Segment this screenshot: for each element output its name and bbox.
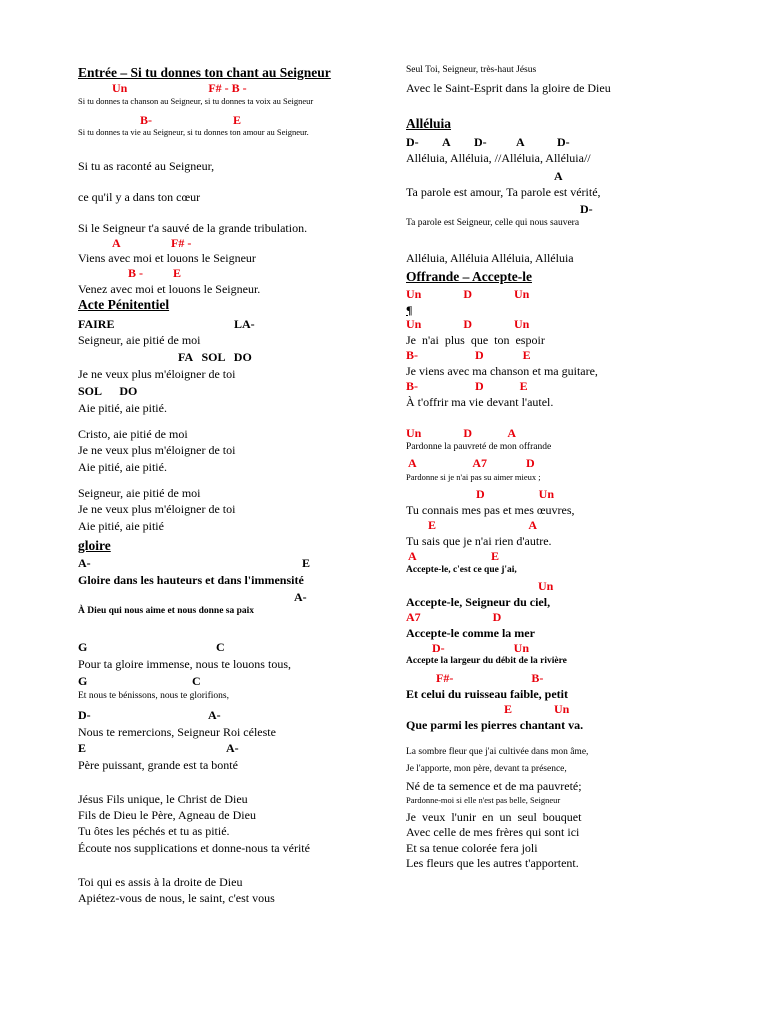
lyric-line: ce qu'il y a dans ton cœur — [78, 190, 201, 204]
lyric-line: Écoute nos supplications et donne-nous ta vérité — [78, 841, 310, 855]
chord-line: E A — [428, 518, 538, 532]
chord-label: A- — [294, 590, 307, 604]
lyric-line: Les fleurs que les autres t'apportent. — [406, 856, 579, 870]
chord-line: SOL DO — [78, 384, 138, 398]
lyric-line: Ta parole est amour, Ta parole est vérité, — [406, 185, 601, 199]
chord-line: FA SOL DO — [178, 350, 252, 364]
lyric-line: Seigneur, aie pitié de moi — [78, 333, 201, 347]
chord-line: D Un — [476, 487, 555, 501]
chord-label: C — [192, 674, 201, 688]
chord-line: B- D E — [406, 379, 528, 393]
lyric-line: Fils de Dieu le Père, Agneau de Dieu — [78, 808, 256, 822]
lyric-line: Alléluia, Alléluia Alléluia, Alléluia — [406, 251, 574, 265]
chord-line: Un D A — [406, 426, 517, 440]
chord-label: A- — [208, 708, 221, 722]
chord-label: G — [78, 640, 88, 654]
chord-line: A F# - — [112, 236, 192, 250]
lyric-line: Pardonne la pauvreté de mon offrande — [406, 442, 552, 452]
chord-label: FAIRE — [78, 317, 115, 331]
lyric-line: Alléluia, Alléluia, //Alléluia, Alléluia// — [406, 151, 591, 165]
chord-label: D- — [78, 708, 91, 722]
chord-line: B- D E — [406, 348, 531, 362]
lyric-line: Pour ta gloire immense, nous te louons tous, — [78, 657, 291, 671]
lyric-line: Je ne veux plus m'éloigner de toi — [78, 367, 236, 381]
chord-label: G — [78, 674, 88, 688]
chord-line: Un D Un — [406, 287, 530, 301]
lyric-line: Tu ôtes les péchés et tu as pitié. — [78, 824, 230, 838]
lyric-line: Seul Toi, Seigneur, très-haut Jésus — [406, 65, 537, 75]
lyric-line: À Dieu qui nous aime et nous donne sa paix — [78, 606, 255, 616]
lyric-line: Né de ta semence et de ma pauvreté; — [406, 779, 582, 793]
lyric-line: Cristo, aie pitié de moi — [78, 427, 188, 441]
chord-line: B - E — [128, 266, 182, 280]
chord-line: A A7 D — [408, 456, 535, 470]
lyric-line: Toi qui es assis à la droite de Dieu — [78, 875, 243, 889]
lyric-line: La sombre fleur que j'ai cultivée dans mon âme, — [406, 747, 589, 757]
chord-line: D- A D- A D- — [406, 135, 570, 149]
lyric-line: Je ne veux plus m'éloigner de toi — [78, 443, 236, 457]
entree-title: Entrée – Si tu donnes ton chant au Seigneur — [78, 65, 331, 80]
chord-line: Un D Un — [406, 317, 530, 331]
gloire-title: gloire — [78, 538, 111, 553]
chord-line: E Un — [504, 702, 570, 716]
lyric-line: Tu connais mes pas et mes œuvres, — [406, 503, 575, 517]
lyric-line: Avec celle de mes frères qui sont ici — [406, 825, 580, 839]
lyric-line: Accepte la largeur du débit de la rivière — [406, 656, 567, 666]
chord-label: D- — [580, 202, 593, 216]
chord-line: A E — [408, 549, 500, 563]
chord-label: A- — [226, 741, 239, 755]
lyric-line: Je viens avec ma chanson et ma guitare, — [406, 364, 598, 378]
lyric-line: Venez avec moi et louons le Seigneur. — [78, 282, 261, 296]
lyric-line: Si tu donnes ta vie au Seigneur, si tu donnes ton amour au Seigneur. — [78, 127, 309, 137]
lyric-line: Si tu as raconté au Seigneur, — [78, 159, 215, 173]
chord-label: LA- — [234, 317, 255, 331]
lyric-line: Pardonne si je n'ai pas su aimer mieux ; — [406, 472, 541, 482]
lyric-line: Accepte-le comme la mer — [406, 626, 535, 640]
chord-label: E — [302, 556, 311, 570]
lyric-line: Pardonne-moi si elle n'est pas belle, Seigneur — [406, 795, 561, 805]
chord-line: D- Un — [432, 641, 530, 655]
lyric-line: Ta parole est Seigneur, celle qui nous sauvera — [406, 218, 580, 228]
lyric-line: Que parmi les pierres chantant va. — [406, 718, 584, 732]
lyric-line: Jésus Fils unique, le Christ de Dieu — [78, 792, 248, 806]
chord-label: A — [554, 169, 563, 183]
lyric-line: Gloire dans les hauteurs et dans l'immensité — [78, 573, 304, 587]
lyric-line: Seigneur, aie pitié de moi — [78, 486, 201, 500]
lyric-line: Je ne veux plus m'éloigner de toi — [78, 502, 236, 516]
lyric-line: Je l'apporte, mon père, devant ta présence, — [406, 764, 567, 774]
lyric-line: Accepte-le, c'est ce que j'ai, — [406, 565, 517, 575]
lyric-line: Avec le Saint-Esprit dans la gloire de Dieu — [406, 81, 611, 95]
chord-label: E — [78, 741, 87, 755]
lyric-line: Et sa tenue colorée fera joli — [406, 841, 538, 855]
lyric-line: Accepte-le, Seigneur du ciel, — [406, 595, 551, 609]
chord-label: A- — [78, 556, 91, 570]
chord-label: C — [216, 640, 225, 654]
lyric-line: Aie pitié, aie pitié. — [78, 460, 167, 474]
lyric-line: Tu sais que je n'ai rien d'autre. — [406, 534, 552, 548]
chord-line: Un F# - B - — [112, 81, 247, 95]
lyric-line: Si le Seigneur t'a sauvé de la grande tribulation. — [78, 221, 308, 235]
lyric-line: Et nous te bénissons, nous te glorifions, — [78, 691, 229, 701]
lyric-line: Je veux l'unir en un seul bouquet — [406, 810, 582, 824]
offrande-title: Offrande – Accepte-le — [406, 269, 532, 284]
chord-line: B- E — [140, 113, 242, 127]
lyric-line: Aie pitié, aie pitié — [78, 519, 164, 533]
lyric-line: Si tu donnes ta chanson au Seigneur, si tu donnes ta voix au Seigneur — [78, 96, 314, 106]
lyric-line: Père puissant, grande est ta bonté — [78, 758, 238, 772]
acte-penitentiel-title: Acte Pénitentiel — [78, 297, 170, 312]
chord-label: Un — [538, 579, 554, 593]
lyric-line: À t'offrir ma vie devant l'autel. — [406, 395, 554, 409]
chord-line: A7 D — [406, 610, 502, 624]
paragraph-mark: ¶ — [406, 303, 413, 317]
chord-line: F#- B- — [436, 671, 544, 685]
alleluia-title: Alléluia — [406, 116, 452, 131]
lyric-line: Aie pitié, aie pitié. — [78, 401, 167, 415]
lyric-line: Apiétez-vous de nous, le saint, c'est vous — [78, 891, 275, 905]
lyric-line: Nous te remercions, Seigneur Roi céleste — [78, 725, 276, 739]
lyric-line: Et celui du ruisseau faible, petit — [406, 687, 569, 701]
lyric-line: Je n'ai plus que ton espoir — [406, 333, 545, 347]
lyric-line: Viens avec moi et louons le Seigneur — [78, 251, 256, 265]
